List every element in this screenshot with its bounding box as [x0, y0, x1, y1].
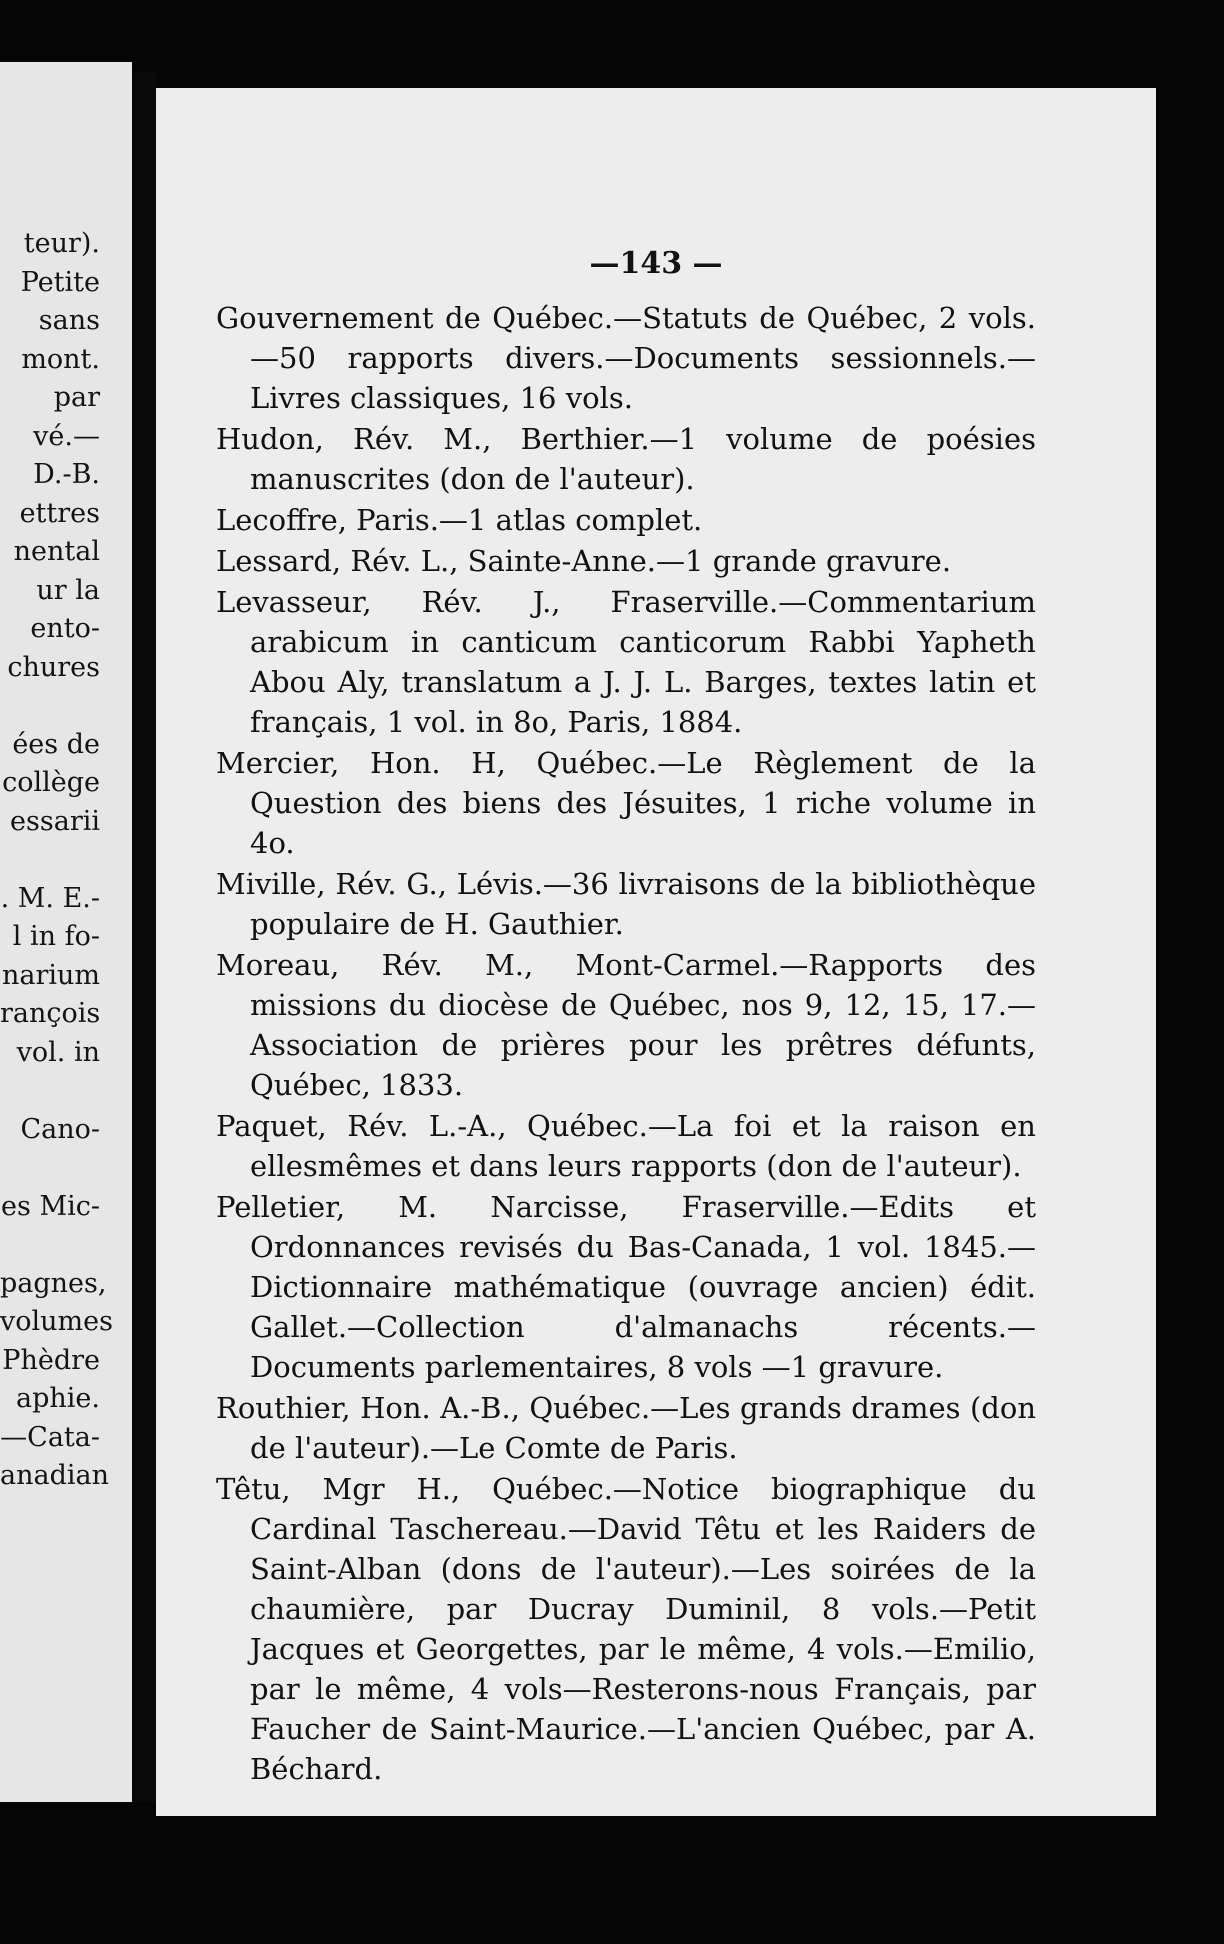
entry-tetu: Têtu, Mgr H., Québec.—Notice biographique du Cardinal Taschereau.—David Têtu et les Raiders de Saint-Alban (dons de l'auteur).—Les soirées de la chaumière, par Ducray Duminil, 8 vols.—Petit Jacques et Georgettes, par le même, 4 vols.—Emilio, par le même, 4 vols—Resterons-nous Français, par Faucher de Saint-Maurice.—L'ancien Québec, par A. Béchard.: [216, 1472, 1036, 1786]
left-page-fragment: teur).: [23, 228, 100, 259]
entry-list: [216, 298, 1036, 1790]
left-page-fragment: es Mic-: [1, 1190, 100, 1222]
entry-gouvernement: Gouvernement de Québec.—Statuts de Québec, 2 vols.—50 rapports divers.—Documents sessionnels.—Livres classiques, 16 vols.: [216, 301, 1036, 415]
left-page-fragment: mont.: [21, 343, 100, 375]
left-page-fragment: essarii: [10, 805, 100, 837]
entry-moreau: Moreau, Rév. M., Mont-Carmel.—Rapports des missions du diocèse de Québec, nos 9, 12, 15, 17.—Association de prières pour les prêtres défunts, Québec, 1833.: [216, 948, 1036, 1102]
book-gutter: [132, 72, 156, 1802]
left-page-fragment: Phèdre: [2, 1344, 100, 1376]
left-page-fragment: ur la: [36, 574, 100, 606]
page: [156, 88, 1156, 1816]
entry-hudon: Hudon, Rév. M., Berthier.—1 volume de poésies manuscrites (don de l'auteur).: [216, 422, 1036, 496]
left-page-fragment: . M. E.-: [0, 882, 100, 914]
left-page-fragment: chures: [7, 651, 100, 683]
left-page-fragment: D.-B.: [33, 459, 100, 490]
entry-routhier: Routhier, Hon. A.-B., Québec.—Les grands drames (don de l'auteur).—Le Comte de Paris.: [216, 1391, 1036, 1465]
entry-lecoffre: Lecoffre, Paris.—1 atlas complet.: [216, 503, 703, 537]
left-page-fragment: volumes: [0, 1306, 113, 1337]
entry-lessard: Lessard, Rév. L., Sainte-Anne.—1 grande gravure.: [216, 544, 952, 578]
left-page-fragment: ettres: [19, 497, 100, 529]
left-page-edge: [0, 62, 132, 1802]
left-page-fragment: —Cata-: [0, 1421, 100, 1453]
entry-pelletier: Pelletier, M. Narcisse, Fraserville.—Edits et Ordonnances revisés du Bas-Canada, 1 vol. 1845.—Dictionnaire mathématique (ouvrage ancien) édit. Gallet.—Collection d'almanachs récents.—Documents parlementaires, 8 vols —1 gravure.: [216, 1190, 1036, 1384]
left-page-fragment: aphie.: [16, 1383, 100, 1414]
left-page-fragment: collège: [2, 767, 100, 798]
left-page-fragment: sans: [38, 305, 100, 336]
entry-levasseur: Levasseur, Rév. J., Fraserville.—Commentarium arabicum in canticum canticorum Rabbi Yapheth Abou Aly, translatum a J. J. L. Barges, textes latin et français, 1 vol. in 8o, Paris, 1884.: [216, 585, 1036, 739]
entry-paquet: Paquet, Rév. L.-A., Québec.—La foi et la raison en ellesmêmes et dans leurs rapports (don de l'auteur).: [216, 1109, 1036, 1183]
left-page-fragment: narium: [1, 959, 100, 991]
left-page-fragment: vé.—: [33, 420, 100, 452]
left-page-fragment: rançois: [0, 998, 101, 1029]
left-page-fragment: nental: [13, 536, 100, 567]
left-page-fragment: ées de: [12, 728, 100, 760]
page-number: —143 —: [589, 246, 723, 281]
entry-miville: Miville, Rév. G., Lévis.—36 livraisons de la bibliothèque populaire de H. Gauthier.: [216, 867, 1036, 941]
entry-mercier: Mercier, Hon. H, Québec.—Le Règlement de la Question des biens des Jésuites, 1 riche volume in 4o.: [216, 746, 1036, 860]
left-page-fragment: Cano-: [20, 1113, 100, 1145]
left-page-fragment: l in fo-: [12, 921, 100, 952]
left-page-fragment: vol. in: [16, 1036, 100, 1068]
left-page-fragment: anadian: [0, 1460, 109, 1491]
left-page-fragment: Petite: [20, 266, 100, 298]
left-page-fragment: par: [53, 382, 100, 413]
left-page-fragment: ento-: [30, 613, 100, 644]
left-page-fragment: pagnes,: [0, 1267, 107, 1299]
